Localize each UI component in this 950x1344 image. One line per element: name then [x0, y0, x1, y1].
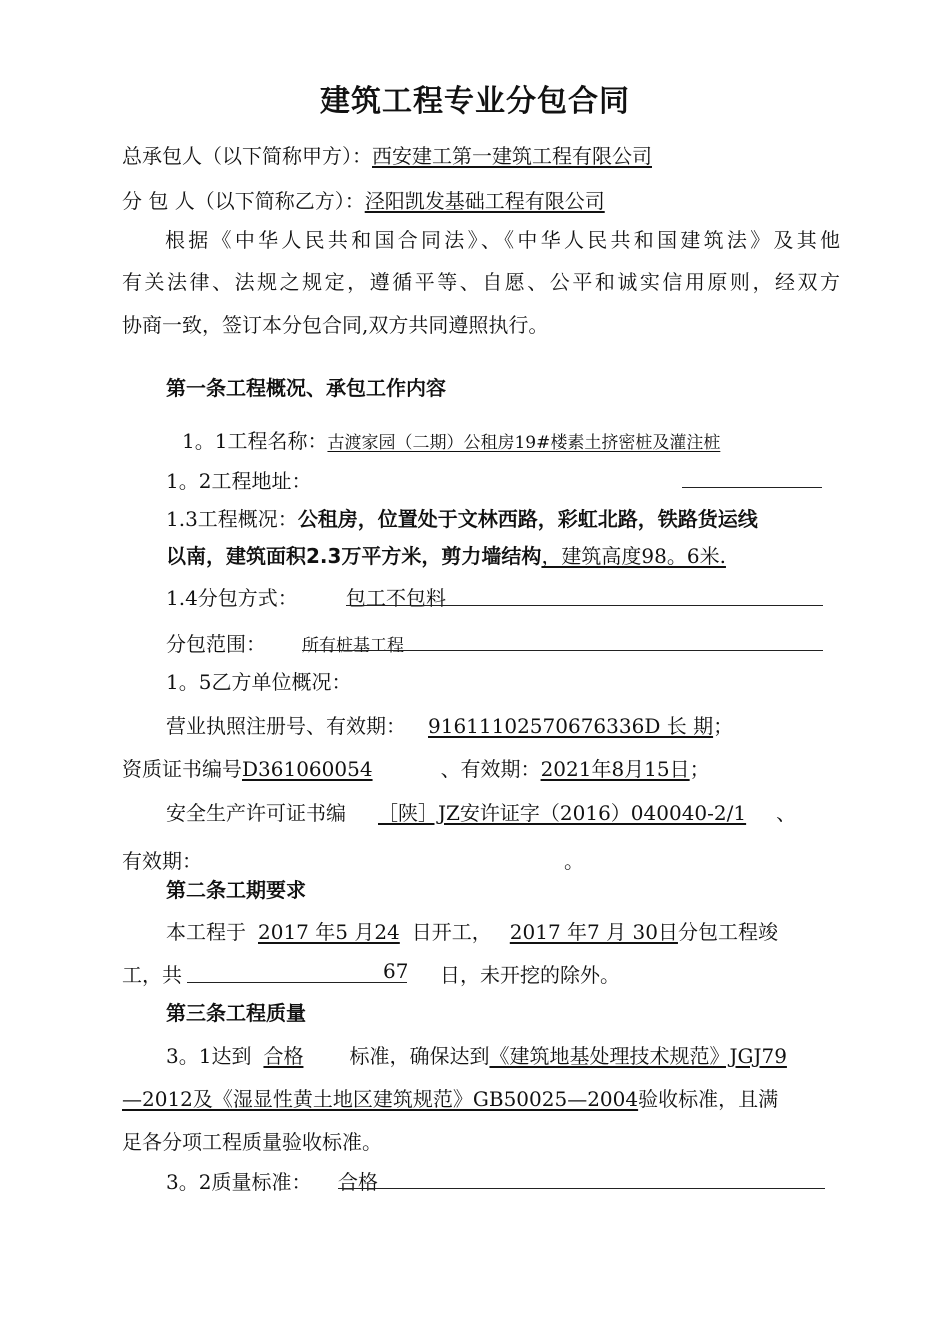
party-a-line — [122, 140, 652, 169]
quality-standard-1: 《建筑地基处理技术规范》JGJ79 — [489, 1044, 787, 1068]
overview-text-3: ，建筑高度98。6米. — [541, 544, 726, 568]
overview-text-1: 公租房，位置处于文林西路，彩虹北路，铁路货运线 — [297, 507, 758, 531]
safety-end: 、 — [776, 801, 797, 825]
article-1-heading: 第一条工程概况、承包工作内容 — [166, 376, 446, 400]
schedule-prefix: 本工程于 — [166, 920, 246, 944]
party-b-label: 分 包 人（以下简称乙方）： — [122, 189, 365, 213]
valid-end: 。 — [564, 849, 584, 873]
article-3-heading: 第三条工程质量 — [166, 1001, 306, 1025]
quality-grade: 合格 — [263, 1044, 304, 1068]
schedule-line-1 — [166, 916, 778, 945]
quality-3-1-line-2 — [122, 1083, 778, 1112]
end-date: 2017 年7 月 30日 — [509, 920, 678, 944]
item-1-3-line-2 — [166, 540, 726, 569]
party-b-name: 泾阳凯发基础工程有限公司 — [364, 189, 605, 213]
quality-3-1-suffix: 验收标准，且满 — [638, 1087, 779, 1111]
scope-underline — [302, 650, 823, 651]
safety-label: 安全生产许可证书编 — [166, 801, 346, 825]
item-1-3-label: 1.3工程概况： — [166, 507, 298, 531]
item-1-1 — [182, 425, 720, 454]
license-value: 91611102570676336D 长 期 — [428, 714, 714, 738]
overview-text-2: 以南，建筑面积2.3万平方米，剪力墙结构 — [166, 544, 542, 568]
scope-value: 所有桩基工程 — [302, 636, 404, 656]
days-underline — [187, 982, 407, 983]
item-1-3-line-1 — [166, 503, 758, 532]
party-a-label: 总承包人（以下简称甲方）： — [122, 144, 372, 168]
qualification-number: D361060054 — [242, 757, 373, 781]
license-end: ； — [713, 714, 734, 738]
quality-standard-value: 合格 — [338, 1170, 378, 1194]
schedule-prefix-2: 工，共 — [122, 963, 182, 987]
schedule-suffix-2: 日，未开挖的除外。 — [440, 963, 620, 987]
document-title: 建筑工程专业分包合同 — [320, 84, 630, 119]
item-1-5-label: 1。5乙方单位概况： — [166, 670, 352, 694]
license-line — [166, 710, 733, 739]
intro-line-2: 有关法律、法规之规定，遵循平等、自愿、公平和诚实信用原则，经双方 — [122, 270, 840, 294]
party-a-name: 西安建工第一建筑工程有限公司 — [372, 144, 652, 168]
safety-permit-value: ［陕］JZ安许证字（2016）040040-2/1 — [378, 801, 747, 825]
quality-3-1-line-1 — [166, 1040, 787, 1069]
quality-3-1-mid: 标准，确保达到 — [349, 1044, 490, 1068]
safety-line — [166, 797, 796, 826]
quality-underline — [338, 1188, 825, 1189]
subcontract-mode-value: 包工不包料 — [346, 586, 446, 610]
start-date: 2017 年5 月24 — [258, 920, 400, 944]
address-blank-line — [682, 487, 822, 488]
qualification-label: 资质证书编号 — [122, 757, 242, 781]
qualification-valid-label: 、有效期： — [440, 757, 541, 781]
party-b-line — [122, 185, 605, 214]
total-days: 67 — [383, 959, 409, 983]
license-label: 营业执照注册号、有效期： — [166, 714, 406, 738]
intro-line-1: 根据《中华人民共和国合同法》、《中华人民共和国建筑法》及其他 — [165, 228, 840, 252]
quality-3-1-prefix: 3。1达到 — [166, 1044, 252, 1068]
qualification-line — [122, 753, 710, 782]
qualification-date: 2021年8月15日 — [540, 757, 690, 781]
qualification-end: ； — [689, 757, 710, 781]
mode-underline — [346, 605, 823, 606]
item-1-1-label: 1。1工程名称： — [182, 429, 328, 453]
item-1-2-label: 1。2工程地址： — [166, 469, 312, 493]
item-1-4-label: 1.4分包方式： — [166, 586, 298, 610]
quality-3-2-label: 3。2质量标准： — [166, 1170, 312, 1194]
project-name-value: 古渡家园（二期）公租房19#楼素土挤密桩及灌注桩 — [327, 433, 721, 453]
quality-3-1-line-3: 足各分项工程质量验收标准。 — [122, 1130, 382, 1154]
schedule-mid: 日开工， — [411, 920, 492, 944]
intro-line-3: 协商一致，签订本分包合同,双方共同遵照执行。 — [122, 313, 549, 337]
quality-standard-2: —2012及《湿显性黄土地区建筑规范》GB50025—2004 — [122, 1087, 639, 1111]
schedule-suffix: 分包工程竣 — [677, 920, 778, 944]
valid-label: 有效期： — [122, 849, 202, 873]
scope-label: 分包范围： — [166, 632, 266, 656]
article-2-heading: 第二条工期要求 — [166, 878, 306, 902]
